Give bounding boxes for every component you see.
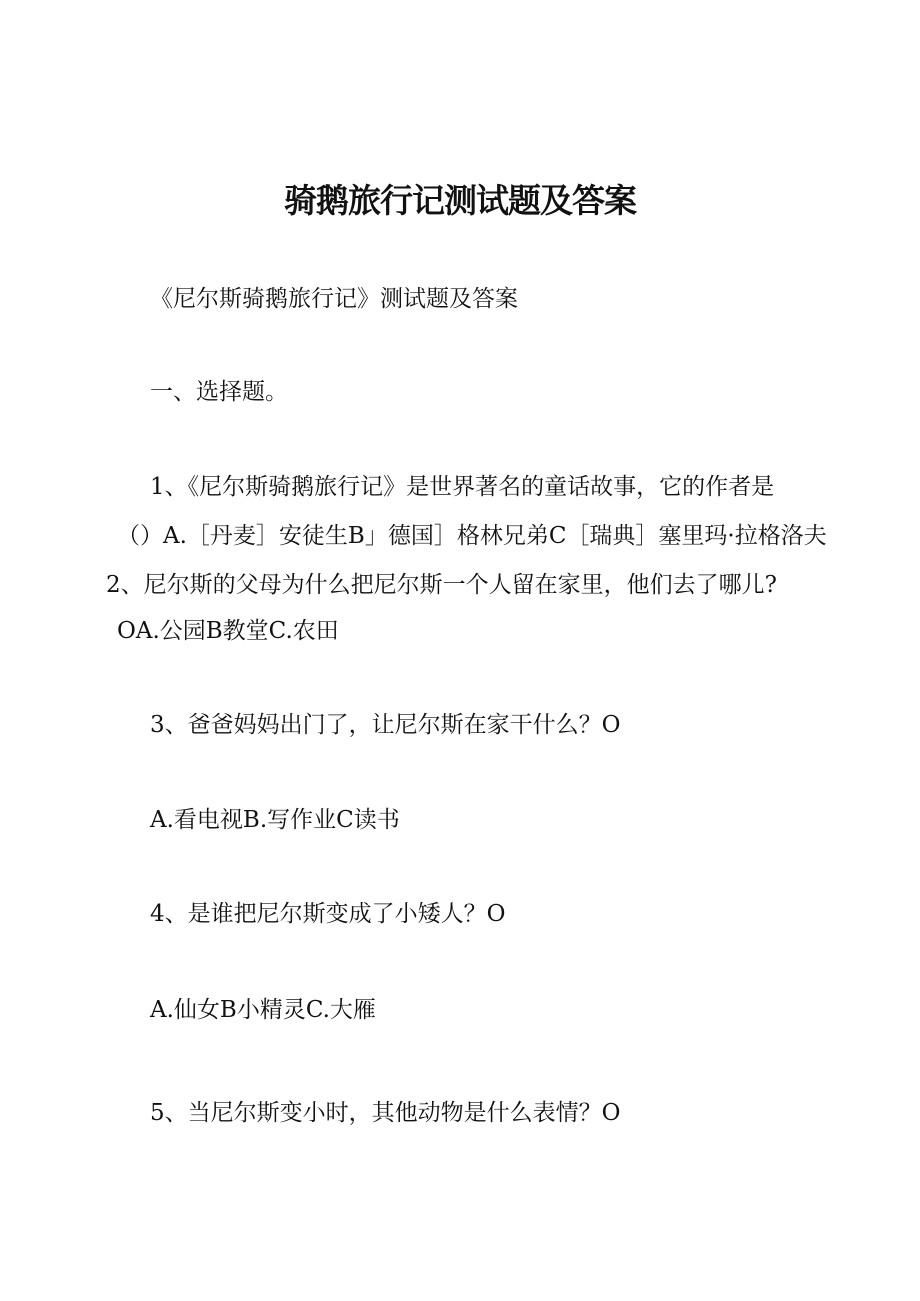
document-subtitle: 《尼尔斯骑鹅旅行记》测试题及答案 bbox=[150, 286, 518, 312]
question-3-text: 3、爸爸妈妈出门了，让尼尔斯在家干什么？O bbox=[150, 712, 621, 738]
section-heading: 一、选择题。 bbox=[150, 379, 288, 405]
question-4-options: A.仙女B小精灵C.大雁 bbox=[150, 997, 376, 1023]
question-1-text: 1、《尼尔斯骑鹅旅行记》是世界著名的童话故事，它的作者是 bbox=[150, 474, 775, 500]
question-1-options: （）A.［丹麦］安徒生B」德国］格林兄弟C［瑞典］塞里玛·拉格洛夫 bbox=[117, 523, 827, 549]
question-4-text: 4、是谁把尼尔斯变成了小矮人？O bbox=[150, 901, 506, 927]
question-2-options: OA.公园B教堂C.农田 bbox=[117, 618, 339, 644]
document-title: 骑鹅旅行记测试题及答案 bbox=[284, 181, 636, 220]
question-5-text: 5、当尼尔斯变小时，其他动物是什么表情？O bbox=[150, 1100, 621, 1126]
question-2-text: 2、尼尔斯的父母为什么把尼尔斯一个人留在家里，他们去了哪儿? bbox=[106, 572, 777, 598]
question-3-options: A.看电视B.写作业C读书 bbox=[150, 807, 400, 833]
